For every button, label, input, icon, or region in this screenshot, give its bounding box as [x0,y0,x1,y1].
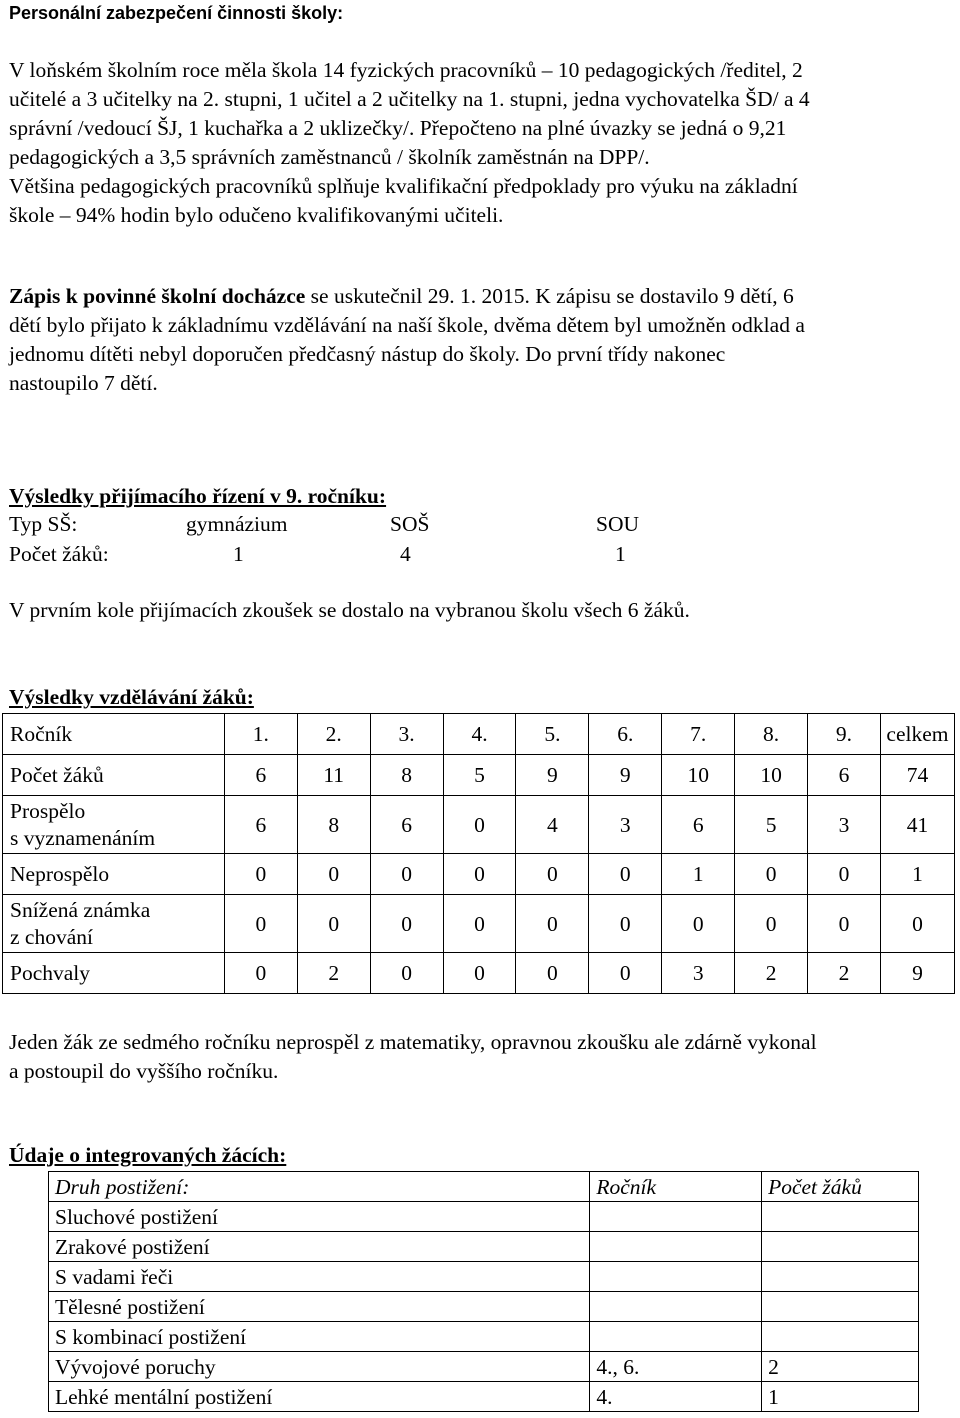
table-cell [590,1262,762,1292]
zapis-line: dětí bylo přijato k základnímu vzdělávání na naší škole, dvěma dětem byl umožněn odklad a [9,313,805,337]
table-cell: Vývojové poruchy [49,1352,590,1382]
results-note-line: Jeden žák ze sedmého ročníku neprospěl z matematiky, opravnou zkoušku ale zdárně vykonal [9,1030,817,1054]
admission-count-label: Počet žáků: [9,542,109,566]
admission-note: V prvním kole přijímacích zkoušek se dostalo na vybranou školu všech 6 žáků. [9,598,690,622]
integrated-header-cell: Ročník [590,1172,762,1202]
zapis-line: jednomu dítěti nebyl doporučen předčasný nástup do školy. Do první třídy nakonec [9,342,726,366]
admission-heading: Výsledky přijímacího řízení v 9. ročníku: [9,484,387,508]
table-row [49,1352,919,1382]
table-cell: 0 [662,895,735,953]
table-cell: 0 [443,854,516,895]
admission-count: 1 [233,542,244,566]
table-cell [762,1232,919,1262]
results-header-cell: 7. [662,714,735,755]
zapis-line: nastoupilo 7 dětí. [9,371,158,395]
table-cell [590,1202,762,1232]
results-header-cell: 1. [224,714,297,755]
table-cell: 0 [516,854,589,895]
table-cell: 6 [224,755,297,796]
results-header-cell: 6. [589,714,662,755]
row-label-line: z chování [10,924,93,949]
table-cell: 0 [443,895,516,953]
table-cell: 0 [224,854,297,895]
table-cell: 0 [443,953,516,994]
results-header-cell: 2. [297,714,370,755]
personal-line: učitelé a 3 učitelky na 2. stupni, 1 učitel a 2 učitelky na 1. stupni, jedna vychovatelka ŠD/ a 4 [9,87,810,111]
table-cell: 5 [735,796,808,854]
table-cell [590,1292,762,1322]
table-cell: 6 [224,796,297,854]
personal-line: pedagogických a 3,5 správních zaměstnanců / školník zaměstnán na DPP/. [9,145,650,169]
table-cell: 10 [662,755,735,796]
table-cell: 0 [516,895,589,953]
table-cell: 9 [880,953,954,994]
admission-count: 1 [615,542,626,566]
integrated-header-cell: Počet žáků [762,1172,919,1202]
table-row [3,953,955,994]
personal-line: Většina pedagogických pracovníků splňuje kvalifikační předpoklady pro výuku na základní [9,174,798,198]
table-cell: 2 [808,953,881,994]
table-row [3,796,955,854]
table-cell [590,1232,762,1262]
results-heading: Výsledky vzdělávání žáků: [9,685,254,709]
row-label: Pochvaly [3,953,225,994]
table-cell: 0 [589,953,662,994]
table-cell: Tělesné postižení [49,1292,590,1322]
results-note-line: a postoupil do vyššího ročníku. [9,1059,279,1083]
table-cell: 0 [735,895,808,953]
table-cell: 0 [516,953,589,994]
results-header-cell: 9. [808,714,881,755]
results-note [9,1028,817,1086]
table-cell: 4. [590,1382,762,1412]
table-cell: 8 [297,796,370,854]
table-cell: 10 [735,755,808,796]
admission-count: 4 [400,542,411,566]
table-cell: S kombinací postižení [49,1322,590,1352]
table-cell: 74 [880,755,954,796]
personal-line: V loňském školním roce měla škola 14 fyzických pracovníků – 10 pedagogických /ředitel, 2 [9,58,803,82]
table-cell: Zrakové postižení [49,1232,590,1262]
admission-type-label: Typ SŠ: [9,512,78,536]
table-cell: 1 [880,854,954,895]
table-cell: 2 [762,1352,919,1382]
table-cell: 11 [297,755,370,796]
table-cell [762,1292,919,1322]
table-cell: 0 [443,796,516,854]
table-cell [590,1322,762,1352]
table-cell: 6 [662,796,735,854]
table-row [49,1322,919,1352]
zapis-line [9,282,805,311]
admission-type: gymnázium [186,512,288,536]
table-cell: S vadami řeči [49,1262,590,1292]
table-cell: 3 [589,796,662,854]
admission-type: SOU [596,512,640,536]
table-cell: 6 [370,796,443,854]
table-row [3,895,955,953]
table-cell: 6 [808,755,881,796]
table-row [49,1262,919,1292]
table-cell: 3 [808,796,881,854]
table-cell: 0 [224,895,297,953]
results-header-cell: celkem [880,714,954,755]
table-cell: 9 [589,755,662,796]
admission-type: SOŠ [390,512,430,536]
table-cell: Sluchové postižení [49,1202,590,1232]
personal-line: škole – 94% hodin bylo odučeno kvalifikovanými učiteli. [9,203,504,227]
personal-line: správní /vedoucí ŠJ, 1 kuchařka a 2 uklizečky/. Přepočteno na plné úvazky se jedná o 9,21 [9,116,787,140]
personal-paragraph [9,56,810,230]
row-label-line: Prospělo [10,798,86,823]
table-row [49,1202,919,1232]
integrated-heading: Údaje o integrovaných žácích: [9,1143,287,1167]
table-row [3,854,955,895]
table-cell: 0 [370,854,443,895]
integrated-table [48,1171,919,1412]
row-label: Neprospělo [3,854,225,895]
table-cell: 4 [516,796,589,854]
table-cell: 0 [589,854,662,895]
table-cell: 2 [297,953,370,994]
table-cell: 0 [297,854,370,895]
zapis-line-rest: se uskutečnil 29. 1. 2015. K zápisu se dostavilo 9 dětí, 6 [305,284,794,308]
row-label: Počet žáků [3,755,225,796]
table-cell [762,1322,919,1352]
table-cell: 4., 6. [590,1352,762,1382]
row-label-line: Snížená známka [10,897,151,922]
table-cell: 0 [224,953,297,994]
table-row [49,1292,919,1322]
table-cell [762,1262,919,1292]
table-row [49,1382,919,1412]
zapis-paragraph [9,282,805,398]
table-cell: 5 [443,755,516,796]
table-cell: 0 [370,953,443,994]
table-cell: 3 [662,953,735,994]
row-label [3,796,225,854]
zapis-bold-lead: Zápis k povinné školní docházce [9,284,306,308]
table-cell: 0 [735,854,808,895]
personal-heading: Personální zabezpečení činnosti školy: [9,3,344,23]
row-label [3,895,225,953]
table-cell [762,1202,919,1232]
table-cell: 0 [589,895,662,953]
table-cell: 0 [370,895,443,953]
table-cell: 0 [808,895,881,953]
integrated-header-cell: Druh postižení: [49,1172,590,1202]
table-cell: 2 [735,953,808,994]
results-header-cell: 5. [516,714,589,755]
results-header-row [3,714,955,755]
table-cell: Lehké mentální postižení [49,1382,590,1412]
table-row [3,755,955,796]
table-cell: 1 [762,1382,919,1412]
table-cell: 1 [662,854,735,895]
results-header-cell: Ročník [3,714,225,755]
table-cell: 0 [297,895,370,953]
table-row [49,1232,919,1262]
results-header-cell: 4. [443,714,516,755]
table-cell: 0 [808,854,881,895]
integrated-header-row [49,1172,919,1202]
table-cell: 8 [370,755,443,796]
table-cell: 9 [516,755,589,796]
results-header-cell: 8. [735,714,808,755]
table-cell: 0 [880,895,954,953]
results-table [2,713,955,994]
results-header-cell: 3. [370,714,443,755]
row-label-line: s vyznamenáním [10,825,156,850]
table-cell: 41 [880,796,954,854]
